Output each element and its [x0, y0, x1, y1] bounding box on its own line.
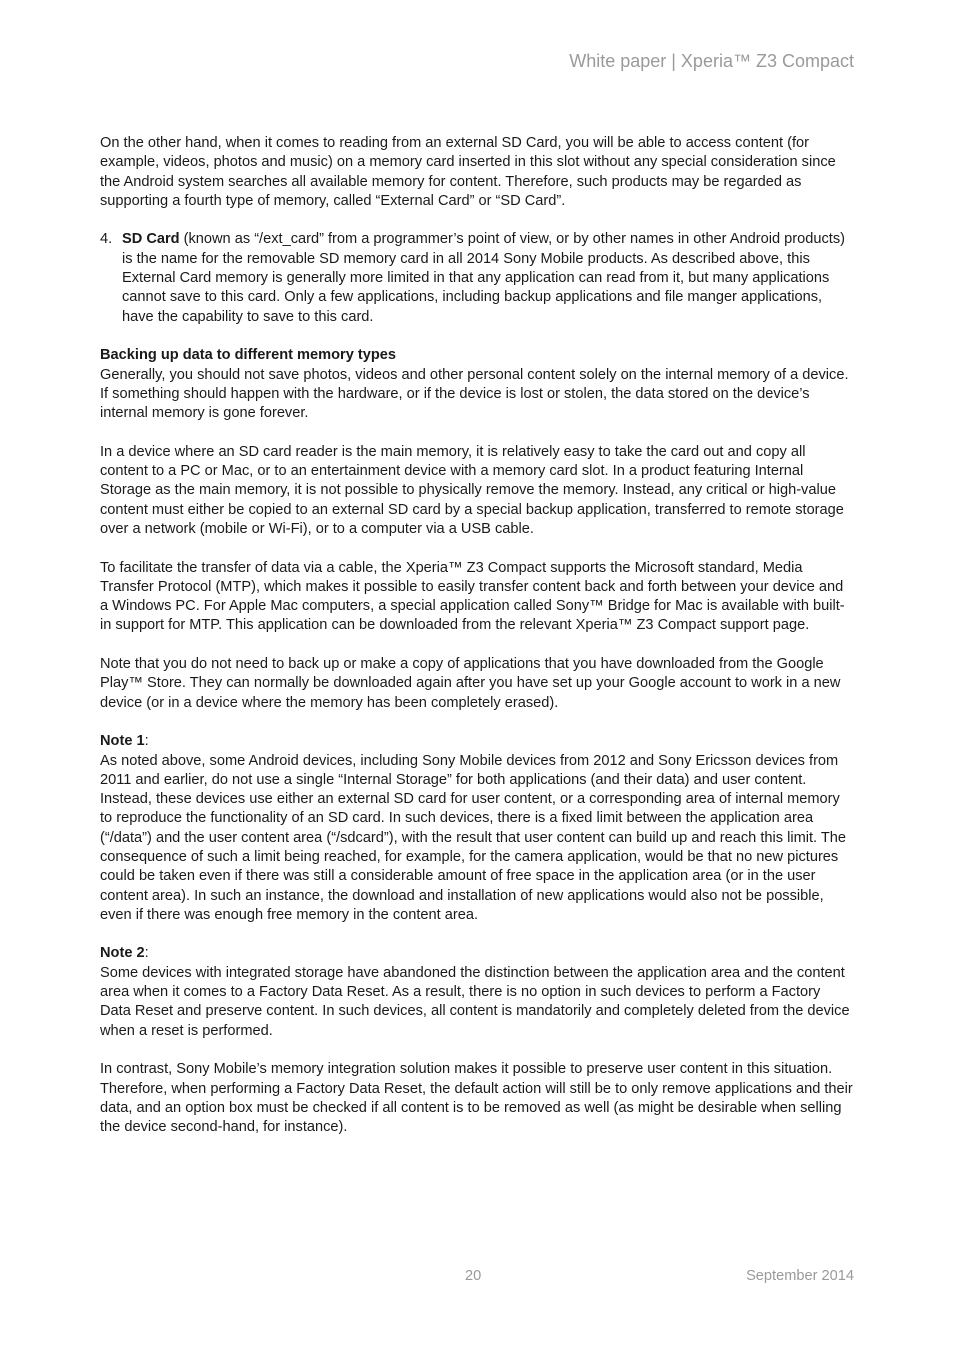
backup-paragraph-1: Generally, you should not save photos, videos and other personal content solely on the internal memory of a device. If something should happen with the hardware, or if the device is lost or stolen, the data stored on the device’s internal memory is gone forever. — [100, 366, 849, 422]
backup-paragraph-2: In a device where an SD card reader is the main memory, it is relatively easy to take the card out and copy all content to a PC or Mac, or to an entertainment device with a memory card slot. In a product featuring Internal Storage as the main memory, it is not possible to physically remove the memory. Instead, any critical or high-value content must either be copied to an external SD card by a special backup application, transferred to remote storage over a network (mobile or Wi-Fi), or to a computer via a USB cable. — [100, 443, 844, 537]
intro-paragraph: On the other hand, when it comes to reading from an external SD Card, you will be able to access content (for example, videos, photos and music) on a memory card inserted in this slot without any special consideration since the Android system searches all available memory for content. Therefore, such products may be regarded as supporting a fourth type of memory, called “External Card” or “SD Card”. — [100, 135, 836, 209]
footer-date: September 2014 — [746, 1268, 854, 1284]
list-text: (known as “/ext_card” from a programmer’s point of view, or by other names in other Android products) is the name for the removable SD memory card in all 2014 Sony Mobile products. As described above, this External Card memory is generally more limited in that any application can read from it, but many applications cannot save to this card. Only a few applications, including backup applications and file manger applications, have the capability to save to this card. — [122, 231, 845, 325]
backup-paragraph-3: To facilitate the transfer of data via a cable, the Xperia™ Z3 Compact supports the Microsoft standard, Media Transfer Protocol (MTP), which makes it possible to easily transfer content back and forth between your device and a Windows PC. For Apple Mac computers, a special application called Sony™ Bridge for Mac is available with built-in support for MTP. This application can be downloaded from the relevant Xperia™ Z3 Compact support page. — [100, 559, 845, 634]
list-term: SD Card — [122, 231, 180, 248]
note-1-label — [100, 732, 854, 751]
note-2-title: Note 2 — [100, 945, 145, 962]
backup-section — [100, 346, 854, 713]
list-body — [122, 230, 854, 326]
note-1 — [100, 732, 854, 925]
note-2-text: Some devices with integrated storage have abandoned the distinction between the application area and the content area when it comes to a Factory Data Reset. As a result, there is no option in such devices to perform a Factory Data Reset and preserve content. In such devices, all content is mandatorily and completely deleted from the device when a reset is performed. — [100, 964, 850, 1039]
backup-paragraph-4: Note that you do not need to back up or make a copy of applications that you have downloaded from the Google Play™ Store. They can normally be downloaded again after you have set up your Google account to work in a new device (or in a device where the memory has been completely erased). — [100, 656, 841, 711]
note-2-paragraph-2: In contrast, Sony Mobile’s memory integration solution makes it possible to preserve user content in this situation. Therefore, when performing a Factory Data Reset, the default action will still be to only remove applications and their data, and an option box must be checked if all content is to be removed as well (as might be desirable when selling the device second-hand, for instance). — [100, 1061, 853, 1136]
list-number: 4. — [100, 231, 113, 248]
page-header-title: White paper | Xperia™ Z3 Compact — [569, 51, 854, 71]
section-heading: Backing up data to different memory types — [100, 347, 396, 364]
note-1-text: As noted above, some Android devices, including Sony Mobile devices from 2012 and Sony Ericsson devices from 2011 and earlier, do not use a single “Internal Storage” for both applications (and their data) and user content. Instead, these devices use either an external SD card for user content, or a corresponding area of internal memory to reproduce the functionality of an SD card. In such devices, there is a fixed limit between the application area (“/data”) and the user content area (“/sdcard”), with the result that user content can build up and reach this limit. The consequence of such a limit being reached, for example, for the camera application, would be that no new pictures could be taken even if there was still a considerable amount of free space in the application area (or in the user content area). In such an instance, the download and installation of new applications would also not be possible, even if there was enough free memory in the content area. — [100, 752, 847, 923]
document-body — [100, 134, 854, 1157]
note-2-label — [100, 944, 854, 963]
page-number: 20 — [465, 1268, 482, 1284]
note-2-colon: : — [144, 945, 149, 962]
note-1-colon: : — [144, 733, 149, 750]
list-item-sd-card — [100, 230, 854, 326]
note-2 — [100, 944, 854, 1137]
note-1-title: Note 1 — [100, 733, 145, 750]
